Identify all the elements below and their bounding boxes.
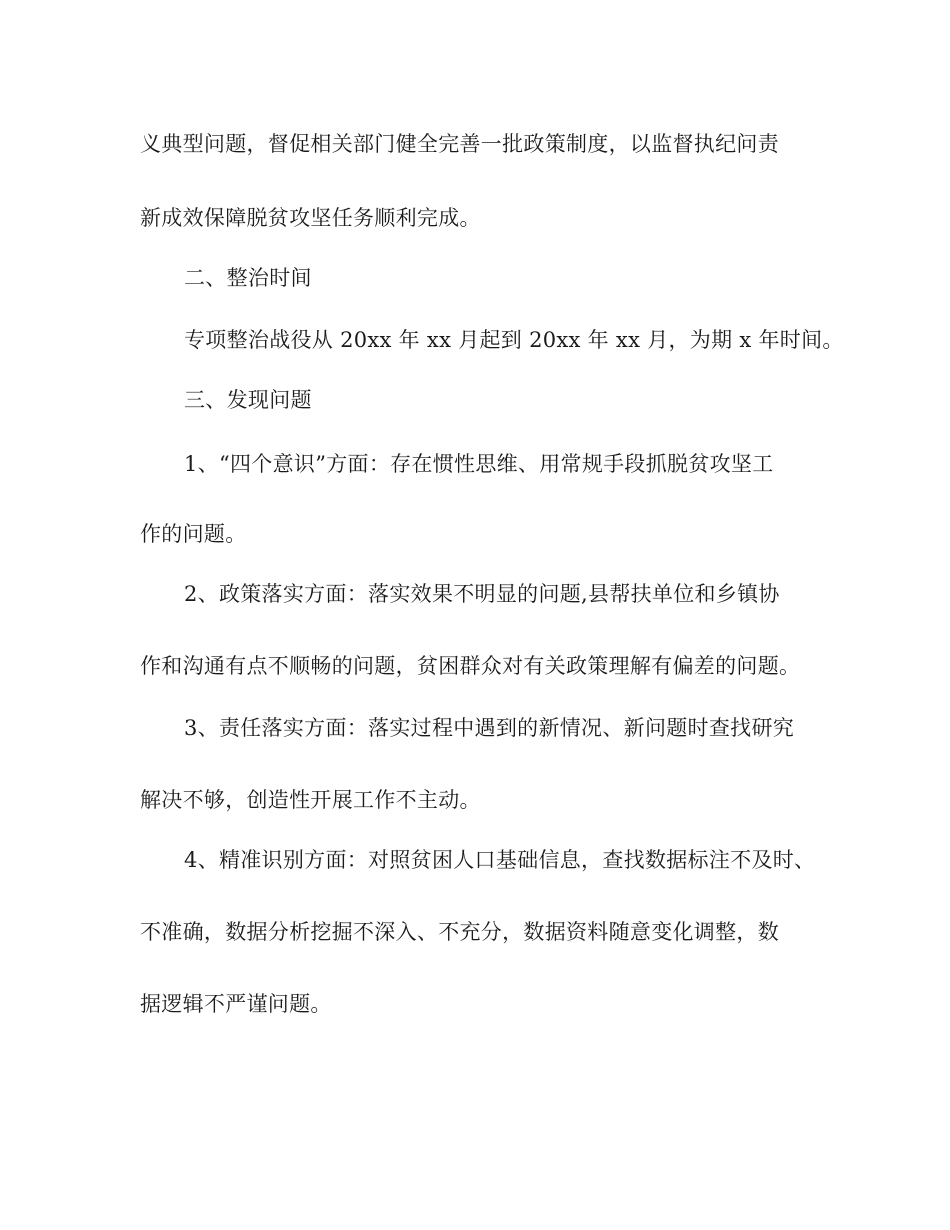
text-line: 义典型问题，督促相关部门健全完善一批政策制度，以监督执纪问责 bbox=[140, 132, 779, 156]
list-item-4: 4、精准识别方面：对照贫困人口基础信息，查找数据标注不及时、 bbox=[184, 848, 816, 872]
text-line: 据逻辑不严谨问题。 bbox=[140, 992, 332, 1016]
list-item-2: 2、政策落实方面：落实效果不明显的问题,县帮扶单位和乡镇协 bbox=[184, 582, 780, 606]
text-line: 不准确，数据分析挖掘不深入、不充分，数据资料随意变化调整，数 bbox=[140, 920, 779, 944]
text-line: 作和沟通有点不顺畅的问题，贫困群众对有关政策理解有偏差的问题。 bbox=[140, 654, 801, 678]
text-line: 作的问题。 bbox=[140, 522, 247, 546]
text-line: 解决不够，创造性开展工作不主动。 bbox=[140, 788, 481, 812]
section-heading-time: 二、整治时间 bbox=[184, 266, 312, 290]
section-heading-problems: 三、发现问题 bbox=[184, 388, 312, 412]
text-line: 专项整治战役从 20xx 年 xx 月起到 20xx 年 xx 月，为期 x 年时间。 bbox=[184, 328, 844, 352]
list-item-1: 1、“四个意识”方面：存在惯性思维、用常规手段抓脱贫攻坚工 bbox=[184, 452, 774, 476]
list-item-3: 3、责任落实方面：落实过程中遇到的新情况、新问题时查找研究 bbox=[184, 716, 795, 740]
text-line: 新成效保障脱贫攻坚任务顺利完成。 bbox=[140, 206, 481, 230]
